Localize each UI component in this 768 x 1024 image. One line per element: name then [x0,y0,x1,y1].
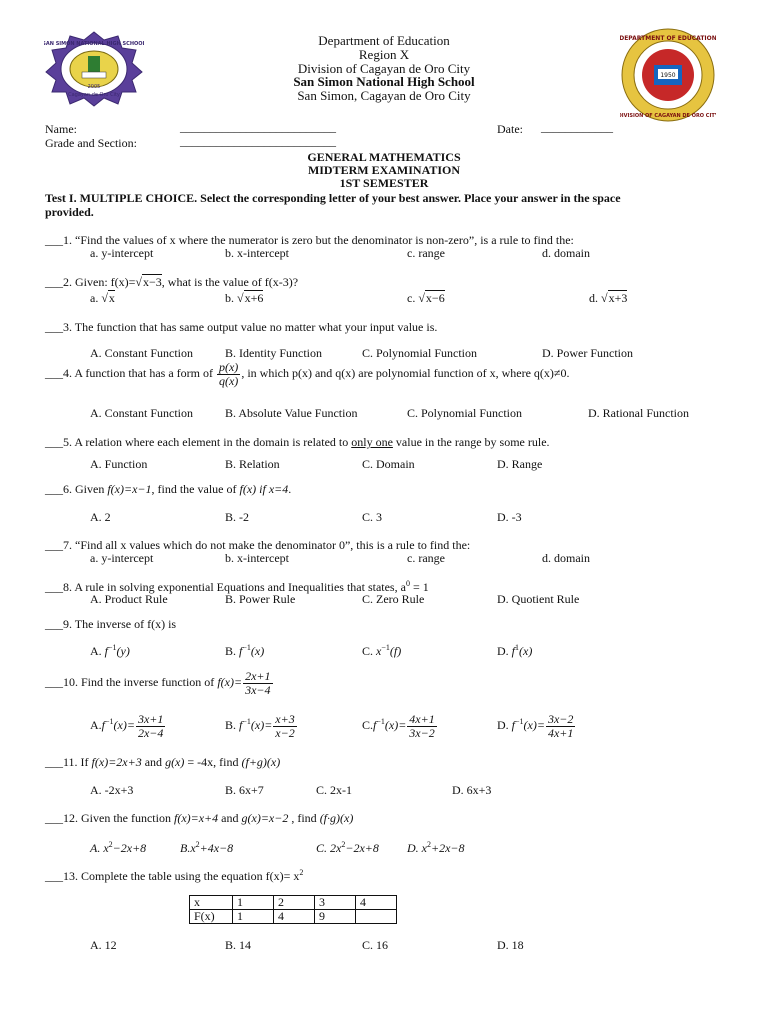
q6-option-c[interactable]: C. 3 [362,510,383,524]
instructions-line1: Test I. MULTIPLE CHOICE. Select the corresponding letter of your best answer. Place your answer in the space [45,191,621,205]
q1-option-b[interactable]: b. x-intercept [225,246,289,260]
q10-option-a[interactable]: $A.f^{-1}(x)=$ $\frac{3x+1}{2x-4}$ [90,712,164,740]
q3-option-a[interactable]: A. Constant Function [90,346,194,360]
left-seal-year: 2005 [87,84,101,90]
q8-option-a[interactable]: A. Product Rule [90,592,168,606]
q8-option-d[interactable]: D. Quotient Rule [497,592,580,606]
table-cell: 2 [274,896,315,910]
table-row [190,910,397,924]
question-10: ___10. Find the inverse function of f(x)= $\frac{2x+1}{3x-4}$ [45,669,271,697]
q11-option-a[interactable]: A. -2x+3 [90,783,134,797]
q2-option-b[interactable]: b. √x+6 [225,291,264,305]
table-cell: 4 [274,910,315,924]
q4-option-c[interactable]: C. Polynomial Function [407,406,523,420]
question-1: ___1. “Find the values of x where the numerator is zero but the denominator is non-zero”, is a rule to find the: [45,233,574,247]
q11-option-c[interactable]: C. 2x-1 [316,783,352,797]
q5-option-a[interactable]: A. Function [90,457,148,471]
q7-option-c[interactable]: c. range [407,551,445,565]
q3-option-b[interactable]: B. Identity Function [225,346,322,360]
q6-option-d[interactable]: D. -3 [497,510,522,524]
q11-option-b[interactable]: B. 6x+7 [225,783,264,797]
q4-option-b[interactable]: B. Absolute Value Function [225,406,358,420]
q7-option-d[interactable]: d. domain [542,551,590,565]
table-cell: F(x) [190,910,233,924]
date-label: Date: [497,122,523,136]
table-cell-answer[interactable] [356,910,397,924]
q12-option-a[interactable]: A. $x^2-2x+8$ [90,840,147,855]
exam-semester: 1ST SEMESTER [339,176,429,190]
q11-option-d[interactable]: D. 6x+3 [452,783,492,797]
question-4: ___4. A function that has a form of $\frac{p(x)}{q(x)}$ , in which p(x) and q(x) are polynomial function of x, where q(x)≠0. [45,360,570,388]
q3-option-c[interactable]: C. Polynomial Function [362,346,478,360]
header-address: San Simon, Cagayan de Oro City [297,88,471,103]
q10-option-b[interactable]: B. $f^{-1}(x)=$ $\frac{x+3}{x-2}$ [225,712,295,740]
q13-option-a[interactable]: A. 12 [90,938,117,952]
q12-option-b[interactable]: $B.x^2+4x-8$ [180,840,234,855]
right-seal-year: 1950 [660,72,676,79]
q1-option-a[interactable]: a. y-intercept [90,246,154,260]
q12-option-d[interactable]: D. $x^2+2x-8$ [407,840,465,855]
q5-option-b[interactable]: B. Relation [225,457,280,471]
values-table [189,895,397,924]
question-9: ___9. The inverse of f(x) is [45,617,177,631]
header-school: San Simon National High School [293,74,475,89]
left-seal-text-bottom: Cagayan de Oro City [68,92,120,98]
instructions-line2: provided. [45,205,94,219]
table-cell: 1 [233,910,274,924]
q1-option-d[interactable]: d. domain [542,246,590,260]
q10-option-d[interactable]: D. $f^{-1}(x)=$ $\frac{3x-2}{4x+1}$ [497,712,574,740]
question-13: ___13. Complete the table using the equation $f(x)= x^2$ [45,868,304,883]
question-8: ___8. A rule in solving exponential Equations and Inequalities that states, $a^0 = 1$ [45,579,429,594]
q4-option-a[interactable]: A. Constant Function [90,406,194,420]
table-cell: 4 [356,896,397,910]
question-5: ___5. A relation where each element in the domain is related to only one value in the range by some rule. [45,435,550,449]
q2-option-c[interactable]: c. √x−6 [407,291,445,305]
table-cell: 3 [315,896,356,910]
q3-option-d[interactable]: D. Power Function [542,346,633,360]
q5-option-c[interactable]: C. Domain [362,457,415,471]
header-department: Department of Education [318,33,450,48]
grade-blank[interactable]: __________________________ [180,134,336,148]
q8-option-c[interactable]: C. Zero Rule [362,592,425,606]
question-2: ___2. Given: f(x)=√x−3, what is the value of f(x-3)? [45,275,299,289]
table-cell: 9 [315,910,356,924]
exam-subtitle: MIDTERM EXAMINATION [307,163,461,177]
grade-label: Grade and Section: [45,136,137,150]
q9-option-d[interactable]: D. $f^1(x)$ [497,643,533,658]
left-seal-text-top: SAN SIMON NATIONAL HIGH SCHOOL [44,41,144,47]
right-seal-text-top: DEPARTMENT OF EDUCATION [620,35,716,42]
q2-option-a[interactable]: a. √x [90,291,115,305]
q13-option-d[interactable]: D. 18 [497,938,524,952]
q1-option-c[interactable]: c. range [407,246,445,260]
q9-option-c[interactable]: C. $x^{-1}(f)$ [362,643,402,658]
q13-option-c[interactable]: C. 16 [362,938,389,952]
question-12: ___12. Given the function f(x)=x+4 and g(x)=x−2 , find (f·g)(x) [45,811,354,825]
q10-option-c[interactable]: $C.f^{-1}(x)=$ $\frac{4x+1}{3x-2}$ [362,712,435,740]
name-label: Name: [45,122,77,136]
q9-option-a[interactable]: A. $f^{-1}(y)$ [90,643,130,658]
question-3: ___3. The function that has same output value no matter what your input value is. [45,320,438,334]
question-11: ___11. If f(x)=2x+3 and g(x) = -4x, find (f+g)(x) [45,755,281,769]
header-region: Region X [358,47,410,62]
q8-option-b[interactable]: B. Power Rule [225,592,296,606]
question-7: ___7. “Find all x values which do not make the denominator 0”, this is a rule to find the: [45,538,471,552]
right-seal-text-bottom: DIVISION OF CAGAYAN DE ORO CITY [620,113,716,119]
q7-option-a[interactable]: a. y-intercept [90,551,154,565]
date-blank[interactable]: ____________ [541,120,613,134]
q7-option-b[interactable]: b. x-intercept [225,551,289,565]
q6-option-b[interactable]: B. -2 [225,510,249,524]
exam-title: GENERAL MATHEMATICS [307,150,461,164]
table-row [190,896,397,910]
name-blank[interactable]: __________________________ [180,120,336,134]
q2-option-d[interactable]: d. √x+3 [589,291,628,305]
q13-option-b[interactable]: B. 14 [225,938,252,952]
q5-option-d[interactable]: D. Range [497,457,543,471]
q9-option-b[interactable]: B. $f^{-1}(x)$ [225,643,265,658]
q6-option-a[interactable]: A. 2 [90,510,111,524]
q4-option-d[interactable]: D. Rational Function [588,406,689,420]
table-cell: x [190,896,233,910]
table-cell: 1 [233,896,274,910]
question-6: ___6. Given f(x)=x−1, find the value of f(x) if x=4. [45,482,292,496]
header-division: Division of Cagayan de Oro City [297,61,471,76]
q12-option-c[interactable]: C. $2x^2-2x+8$ [316,840,379,855]
